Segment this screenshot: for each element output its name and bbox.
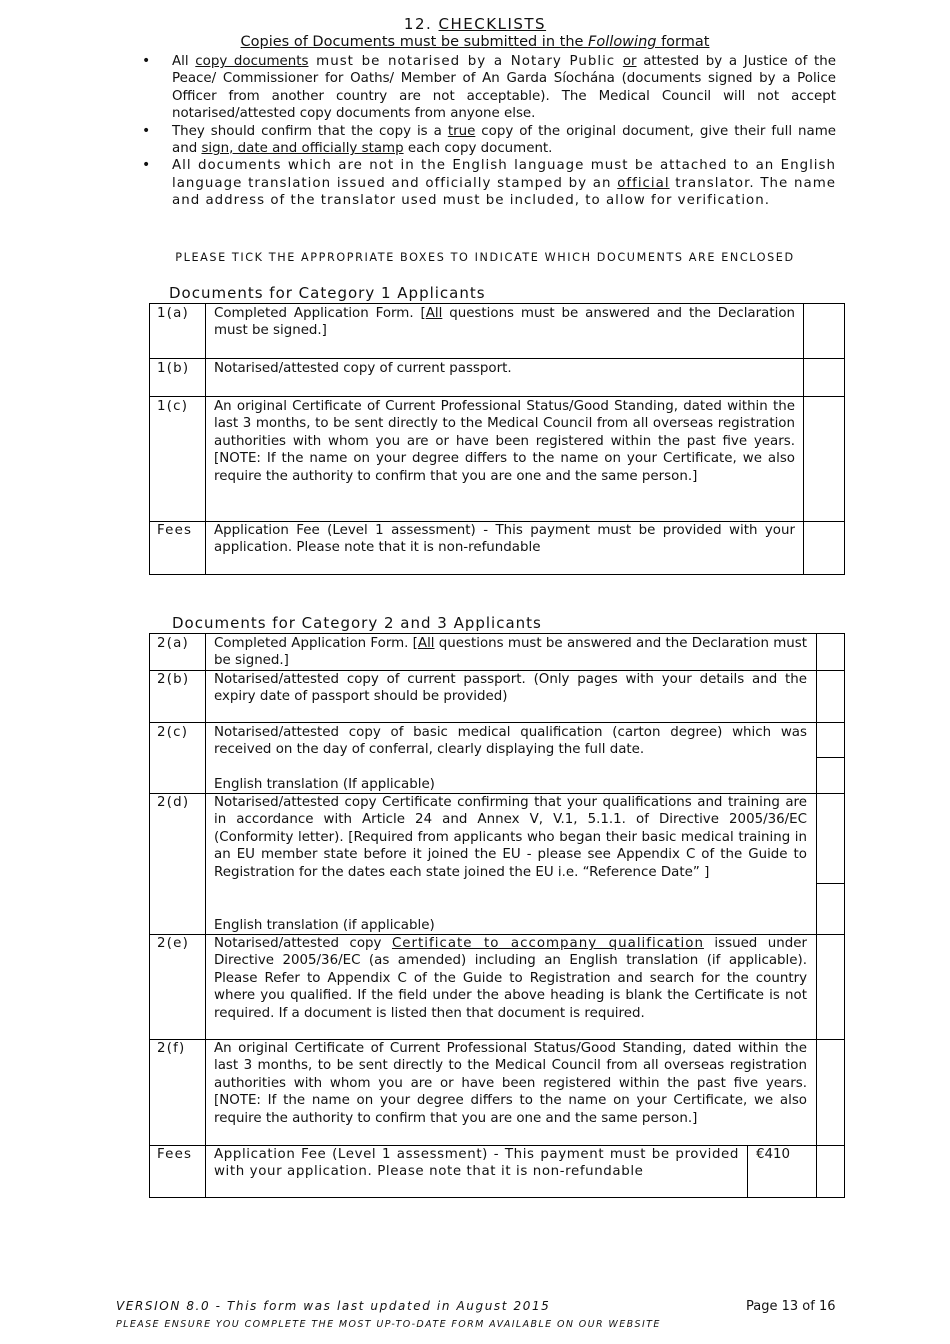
row-code: 2(f) (157, 1041, 186, 1056)
row-description: Notarised/attested copy of current passport. (Only pages with your details and the expiry date of passport should be provided) (214, 672, 807, 705)
page-subtitle: Copies of Documents must be submitted in the Following format (240, 34, 710, 50)
translation-label: English translation (if applicable) (214, 918, 435, 933)
fee-amount: €410 (756, 1147, 791, 1162)
translation-label: English translation (If applicable) (214, 777, 435, 792)
category23-heading: Documents for Category 2 and 3 Applicants (172, 614, 542, 632)
row-code: 2(b) (157, 672, 190, 687)
list-item: • All copy documents must be notarised by a Notary Public or attested by a Justice of the Peace/ Commissioner for Oaths/ Member of An Garda Síochána (documents signed by a Police Officer from another country are not acceptable). The Medical Council will not accept notarised/attested copy documents from anyone else. (140, 53, 836, 123)
checkbox-2c-translation[interactable] (817, 758, 844, 793)
row-code: Fees (157, 523, 193, 538)
website-notice: PLEASE ENSURE YOU COMPLETE THE MOST UP-TO-DATE FORM AVAILABLE ON OUR WEBSITE (116, 1319, 661, 1330)
row-description: An original Certificate of Current Professional Status/Good Standing, dated within the last 3 months, to be sent directly to the Medical Council from all overseas registration authorities with whom you are or have been registered within the past five years. [NOTE: If the name on your degree differs to the name on your Certificate, we also require the authority to confirm that you are one and the same person.] (214, 399, 795, 484)
row-description: Notarised/attested copy of basic medical qualification (carton degree) which was received on the day of conferral, clearly displaying the full date. (214, 725, 807, 758)
row-description: An original Certificate of Current Professional Status/Good Standing, dated within the last 3 months, to be sent directly to the Medical Council from all overseas registration authorities with whom you are or have been registered within the past five years. [NOTE: If the name on your degree differs to the name on your Certificate, we also require the authority to confirm that you are one and the same person.] (214, 1041, 807, 1126)
row-code: 1(c) (157, 399, 189, 414)
section-title: CHECKLISTS (438, 15, 547, 33)
row-code: 1(b) (157, 361, 190, 376)
row-description: Application Fee (Level 1 assessment) - This payment must be provided with your application. Please note that it is non-refundable (214, 1147, 739, 1180)
checkbox-2d[interactable] (817, 794, 844, 883)
page-title: 12. CHECKLISTS (403, 15, 547, 33)
row-code: 2(d) (157, 795, 190, 810)
page-number: Page 13 of 16 (746, 1299, 836, 1314)
checkbox-2e[interactable] (817, 935, 844, 1039)
row-description: Completed Application Form. [All questions must be answered and the Declaration must be signed.] (214, 636, 807, 669)
row-description: Notarised/attested copy Certificate to accompany qualification issued under Directive 2005/36/EC (as amended) including an English translation (if applicable). Please Refer to Appendix C of the Guide to Registration and search for the country where you qualified. If the field under the above heading is blank the Certificate is not required. If a document is listed then that document is required. (214, 936, 807, 1021)
instructions-list (140, 53, 836, 210)
row-description: Notarised/attested copy of current passport. (214, 361, 512, 376)
list-item: • They should confirm that the copy is a true copy of the original document, give their full name and sign, date and officially stamp each copy document. (140, 123, 836, 158)
tick-instruction: PLEASE TICK THE APPROPRIATE BOXES TO INDICATE WHICH DOCUMENTS ARE ENCLOSED (175, 251, 795, 264)
checkbox-fees-2[interactable] (817, 1146, 844, 1197)
checkbox-2a[interactable] (817, 634, 844, 670)
checkbox-1b[interactable] (804, 359, 844, 396)
version-note: VERSION 8.0 - This form was last updated in August 2015 (116, 1299, 551, 1313)
list-item: • All documents which are not in the English language must be attached to an English language translation issued and officially stamped by an official translator. The name and address of the translator used must be included, to allow for verification. (140, 157, 836, 209)
row-code: 2(e) (157, 936, 190, 951)
row-description: Completed Application Form. [All questions must be answered and the Declaration must be signed.] (214, 306, 795, 339)
checkbox-fees-1[interactable] (804, 522, 844, 574)
row-description: Application Fee (Level 1 assessment) - This payment must be provided with your application. Please note that it is non-refundable (214, 523, 795, 556)
row-code: 2(c) (157, 725, 189, 740)
row-code: 1(a) (157, 306, 189, 321)
row-code: 2(a) (157, 636, 189, 651)
row-description: Notarised/attested copy Certificate confirming that your qualifications and training are in accordance with Article 24 and Annex V, V.1, 5.1.1. of Directive 2005/36/EC (Conformity letter). [Required from applicants who began their basic medical training in an EU member state before it joined the EU - please see Appendix C of the Guide to Registration for the dates each state joined the EU i.e. “Reference Date” ] (214, 795, 807, 880)
checkbox-2c[interactable] (817, 723, 844, 757)
checkbox-2f[interactable] (817, 1040, 844, 1145)
checkbox-1c[interactable] (804, 397, 844, 521)
checkbox-1a[interactable] (804, 304, 844, 358)
checkbox-2b[interactable] (817, 671, 844, 722)
row-code: Fees (157, 1147, 193, 1162)
category1-heading: Documents for Category 1 Applicants (169, 284, 486, 302)
checkbox-2d-translation[interactable] (817, 884, 844, 934)
